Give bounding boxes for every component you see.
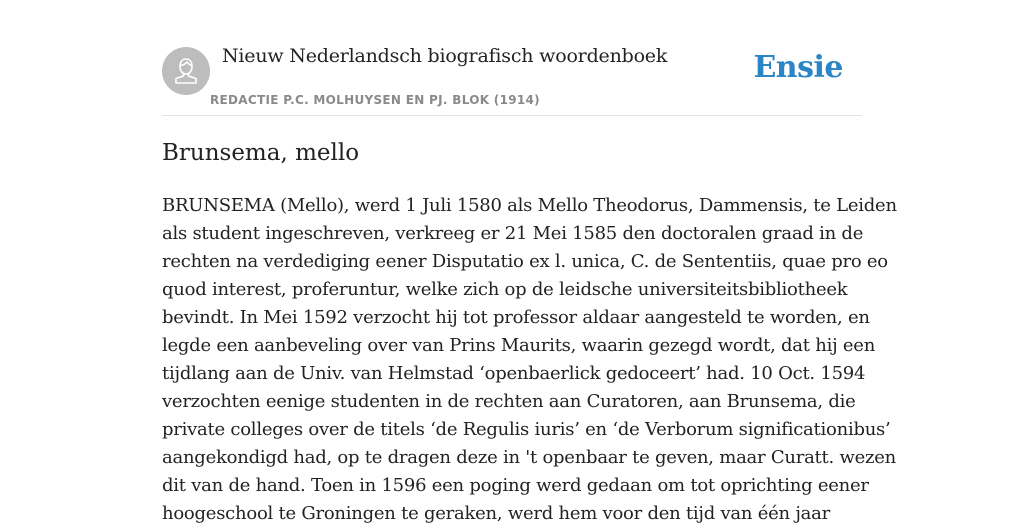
body-line: verzochten eenige studenten in de rechten aan Curatoren, aan Brunsema, die: [162, 391, 856, 412]
source-subtitle: REDACTIE P.C. MOLHUYSEN EN PJ. BLOK (1914): [210, 93, 540, 107]
body-line: BRUNSEMA (Mello), werd 1 Juli 1580 als Mello Theodorus, Dammensis, te Leiden: [162, 195, 897, 216]
body-line: als student ingeschreven, verkreeg er 21 Mei 1585 den doctoralen graad in de: [162, 223, 864, 244]
body-line: rechten na verdediging eener Disputatio ex l. unica, C. de Sententiis, quae pro eo: [162, 251, 888, 272]
body-line: aangekondigd had, op te dragen deze in 't openbaar te geven, maar Curatt. wezen: [162, 447, 897, 468]
body-line: legde een aanbeveling over van Prins Maurits, waarin gezegd wordt, dat hij een: [162, 335, 876, 356]
user-silhouette-icon: [162, 47, 210, 95]
entry-body: [162, 192, 897, 528]
body-line: private colleges over de titels ‘de Regulis iuris’ en ‘de Verborum significationibus’: [162, 419, 891, 440]
body-line: dit van de hand. Toen in 1596 een poging werd gedaan om tot oprichting eener: [162, 475, 869, 496]
body-line: tijdlang aan de Univ. van Helmstad ‘openbaerlick gedoceert’ had. 10 Oct. 1594: [162, 363, 866, 384]
body-line: bevindt. In Mei 1592 verzocht hij tot professor aldaar aangesteld te worden, en: [162, 307, 870, 328]
source-header: [162, 0, 862, 116]
content-container: [162, 0, 897, 524]
ensie-logo-link[interactable]: Ensie: [753, 50, 843, 85]
body-line: hoogeschool te Groningen te geraken, werd hem voor den tijd van één jaar: [162, 503, 830, 524]
body-line: quod interest, proferuntur, welke zich op de leidsche universiteitsbibliotheek: [162, 279, 848, 300]
entry-title: Brunsema, mello: [162, 140, 360, 166]
source-title[interactable]: Nieuw Nederlandsch biografisch woordenboek: [222, 45, 668, 67]
